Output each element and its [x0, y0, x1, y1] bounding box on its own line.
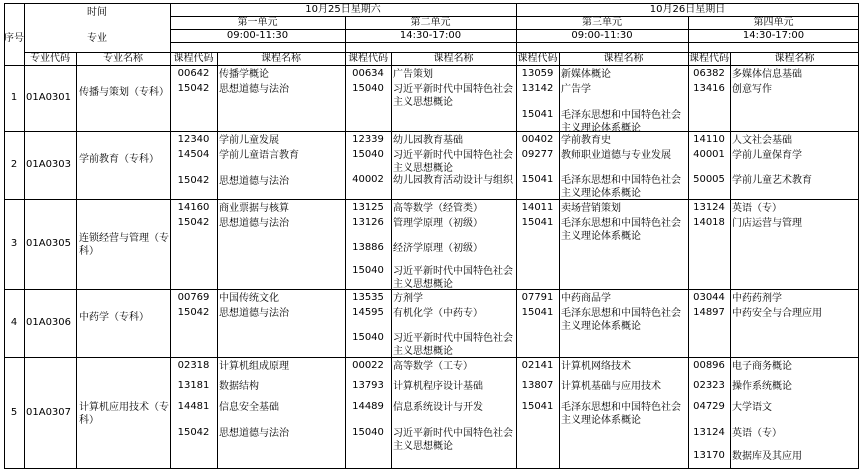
- course-name: 中药商品学: [561, 293, 611, 304]
- course-code: 14504: [177, 149, 210, 160]
- course-code: 15040: [352, 332, 384, 343]
- col-major-code: 专业代码: [30, 53, 70, 64]
- course-code: 15040: [352, 149, 384, 160]
- course-name: 信息系统设计与开发: [393, 402, 483, 413]
- course-code: 13059: [521, 68, 554, 79]
- course-code: 15041: [521, 401, 554, 412]
- course-code: 15041: [521, 217, 554, 228]
- col-major-name: 专业名称: [103, 53, 143, 64]
- course-name: 思想道德与法治: [219, 428, 289, 439]
- course-code: 13416: [693, 83, 725, 94]
- course-name: 信息安全基础: [219, 402, 279, 413]
- course-name: 英语（专）: [732, 203, 782, 214]
- course-code: 14595: [352, 307, 384, 318]
- grid-line: [4, 468, 859, 469]
- col-course-code: 课程代码: [348, 53, 388, 64]
- course-name: 教师职业道德与专业发展: [561, 150, 671, 161]
- course-name: 毛泽东思想和中国特色社会主义理论体系概论: [561, 308, 681, 332]
- course-name: 思想道德与法治: [219, 176, 289, 187]
- time-label: 时间: [87, 7, 107, 18]
- course-code: 09277: [521, 149, 554, 160]
- course-name: 习近平新时代中国特色社会主义思想概论: [393, 84, 513, 108]
- course-name: 习近平新时代中国特色社会主义思想概论: [393, 150, 513, 174]
- course-name: 幼儿园教育活动设计与组织: [393, 175, 513, 186]
- col-course-code: 课程代码: [689, 53, 729, 64]
- course-code: 12340: [177, 134, 210, 145]
- course-name: 思想道德与法治: [219, 84, 289, 95]
- course-name: 高等数学（经管类）: [393, 203, 483, 214]
- course-name: 思想道德与法治: [219, 218, 289, 229]
- course-code: 14481: [177, 401, 210, 412]
- major-code: 01A0307: [26, 406, 72, 418]
- course-code: 03044: [693, 292, 725, 303]
- course-code: 15040: [352, 265, 384, 276]
- course-code: 06382: [693, 68, 725, 79]
- course-code: 15042: [177, 175, 210, 186]
- index-label: 序号: [4, 33, 24, 44]
- course-code: 07791: [521, 292, 554, 303]
- unit-time: 09:00-11:30: [571, 30, 633, 41]
- course-name: 中国传统文化: [219, 293, 279, 304]
- course-name: 学前儿童发展: [219, 135, 279, 146]
- unit-name: 第四单元: [753, 17, 794, 28]
- course-code: 12339: [352, 134, 384, 145]
- course-name: 多媒体信息基础: [732, 69, 802, 80]
- grid-line: [217, 52, 218, 468]
- major-label: 专业: [87, 33, 107, 44]
- course-code: 13142: [521, 83, 554, 94]
- col-course-name: 课程名称: [261, 53, 301, 64]
- course-code: 15042: [177, 83, 210, 94]
- course-name: 计算机基础与应用技术: [561, 381, 661, 392]
- course-code: 04729: [693, 401, 725, 412]
- grid-line: [76, 52, 77, 468]
- course-name: 电子商务概论: [732, 361, 792, 372]
- course-name: 计算机程序设计基础: [393, 381, 483, 392]
- course-code: 13886: [352, 242, 384, 253]
- course-name: 中药安全与合理应用: [732, 308, 822, 319]
- course-name: 人文社会基础: [732, 135, 792, 146]
- grid-line: [858, 3, 859, 468]
- course-name: 新媒体概论: [561, 69, 611, 80]
- course-name: 高等数学（工专）: [393, 361, 473, 372]
- course-code: 14011: [521, 202, 554, 213]
- major-code: 01A0306: [26, 317, 72, 328]
- course-code: 15042: [177, 307, 210, 318]
- major-code: 01A0303: [26, 159, 72, 170]
- course-name: 毛泽东思想和中国特色社会主义理论体系概论: [561, 110, 681, 134]
- col-course-code: 课程代码: [173, 53, 214, 64]
- grid-line: [24, 3, 25, 468]
- course-name: 门店运营与管理: [732, 218, 802, 229]
- unit-name: 第一单元: [237, 17, 278, 28]
- course-name: 学前儿童艺术教育: [732, 175, 812, 186]
- course-code: 13181: [177, 380, 210, 391]
- unit-time: 14:30-17:00: [742, 30, 805, 41]
- row-index: 3: [10, 238, 18, 249]
- course-name: 商业票据与核算: [219, 203, 289, 214]
- course-code: 15041: [521, 307, 554, 318]
- course-code: 14110: [693, 134, 725, 145]
- course-code: 00402: [521, 134, 554, 145]
- course-name: 管理学原理（初级）: [393, 218, 483, 229]
- course-name: 幼儿园教育基础: [393, 135, 463, 146]
- major-code: 01A0301: [26, 92, 72, 103]
- row-index: 1: [10, 92, 18, 103]
- course-code: 15042: [177, 217, 210, 228]
- col-course-name: 课程名称: [603, 53, 644, 64]
- grid-line: [391, 52, 392, 468]
- col-course-name: 课程名称: [433, 53, 474, 64]
- day1-title: 10月25日星期六: [305, 4, 381, 15]
- day2-title: 10月26日星期日: [649, 4, 726, 15]
- course-code: 13170: [693, 450, 725, 461]
- course-code: 15041: [521, 174, 554, 185]
- course-code: 00022: [352, 360, 384, 371]
- course-code: 50005: [693, 174, 725, 185]
- course-code: 14489: [352, 401, 384, 412]
- course-name: 操作系统概论: [732, 381, 792, 392]
- row-index: 2: [10, 159, 18, 170]
- course-name: 中药药剂学: [732, 293, 782, 304]
- course-code: 02318: [177, 360, 210, 371]
- course-code: 15040: [352, 83, 384, 94]
- course-code: 00896: [693, 360, 725, 371]
- row-index: 5: [10, 406, 18, 418]
- course-code: 13126: [352, 217, 384, 228]
- course-code: 40001: [693, 149, 725, 160]
- grid-line: [4, 3, 5, 468]
- course-name: 毛泽东思想和中国特色社会主义理论体系概论: [561, 218, 681, 242]
- course-code: 14018: [693, 217, 725, 228]
- course-code: 13124: [693, 427, 725, 438]
- unit-time: 14:30-17:00: [399, 30, 462, 41]
- col-course-name: 课程名称: [774, 53, 815, 64]
- course-name: 大学语文: [732, 402, 772, 413]
- course-name: 数据库及其应用: [732, 451, 802, 462]
- major-name: 传播与策划（专科）: [79, 87, 169, 98]
- course-name: 思想道德与法治: [219, 308, 289, 319]
- major-name: 计算机应用技术（专科）: [79, 401, 169, 426]
- course-name: 卖场营销策划: [561, 203, 621, 214]
- course-code: 13124: [693, 202, 725, 213]
- exam-schedule-table: [4, 3, 859, 468]
- course-name: 创意写作: [732, 84, 772, 95]
- grid-line: [559, 52, 560, 468]
- course-name: 计算机组成原理: [219, 361, 289, 372]
- grid-line: [730, 52, 731, 468]
- course-name: 毛泽东思想和中国特色社会主义理论体系概论: [561, 175, 681, 199]
- col-course-code: 课程代码: [517, 53, 558, 64]
- course-code: 00642: [177, 68, 210, 79]
- course-name: 学前教育史: [561, 135, 611, 146]
- course-code: 00634: [352, 68, 384, 79]
- course-name: 习近平新时代中国特色社会主义思想概论: [393, 266, 513, 290]
- course-code: 40002: [352, 174, 384, 185]
- course-code: 13807: [521, 380, 554, 391]
- row-index: 4: [10, 317, 18, 328]
- course-code: 15041: [521, 109, 554, 120]
- unit-name: 第三单元: [582, 17, 622, 28]
- unit-name: 第二单元: [410, 17, 451, 28]
- course-code: 13125: [352, 202, 384, 213]
- unit-time: 09:00-11:30: [226, 30, 289, 41]
- course-name: 广告学: [561, 84, 591, 95]
- course-name: 计算机网络技术: [561, 361, 631, 372]
- course-code: 13793: [352, 380, 384, 391]
- course-name: 学前儿童语言教育: [219, 150, 299, 161]
- course-name: 习近平新时代中国特色社会主义思想概论: [393, 333, 513, 357]
- course-code: 14160: [177, 202, 210, 213]
- course-name: 经济学原理（初级）: [393, 243, 483, 254]
- major-name: 中药学（专科）: [79, 312, 149, 323]
- course-name: 学前儿童保育学: [732, 150, 802, 161]
- course-code: 02141: [521, 360, 554, 371]
- course-code: 15042: [177, 427, 210, 438]
- grid-line: [170, 42, 859, 43]
- course-name: 方剂学: [393, 293, 423, 304]
- major-code: 01A0305: [26, 238, 72, 249]
- course-name: 英语（专）: [732, 428, 782, 439]
- course-code: 15040: [352, 427, 384, 438]
- course-name: 传播学概论: [219, 69, 269, 80]
- course-name: 有机化学（中药专）: [393, 308, 483, 319]
- course-name: 数据结构: [219, 381, 259, 392]
- course-name: 广告策划: [393, 69, 433, 80]
- major-name: 连锁经营与管理（专科）: [79, 233, 169, 257]
- course-code: 02323: [693, 380, 725, 391]
- course-code: 13535: [352, 292, 384, 303]
- course-code: 14897: [693, 307, 725, 318]
- course-name: 毛泽东思想和中国特色社会主义理论体系概论: [561, 402, 681, 426]
- major-name: 学前教育（专科）: [79, 154, 159, 165]
- course-code: 00769: [177, 292, 210, 303]
- course-name: 习近平新时代中国特色社会主义思想概论: [393, 428, 513, 452]
